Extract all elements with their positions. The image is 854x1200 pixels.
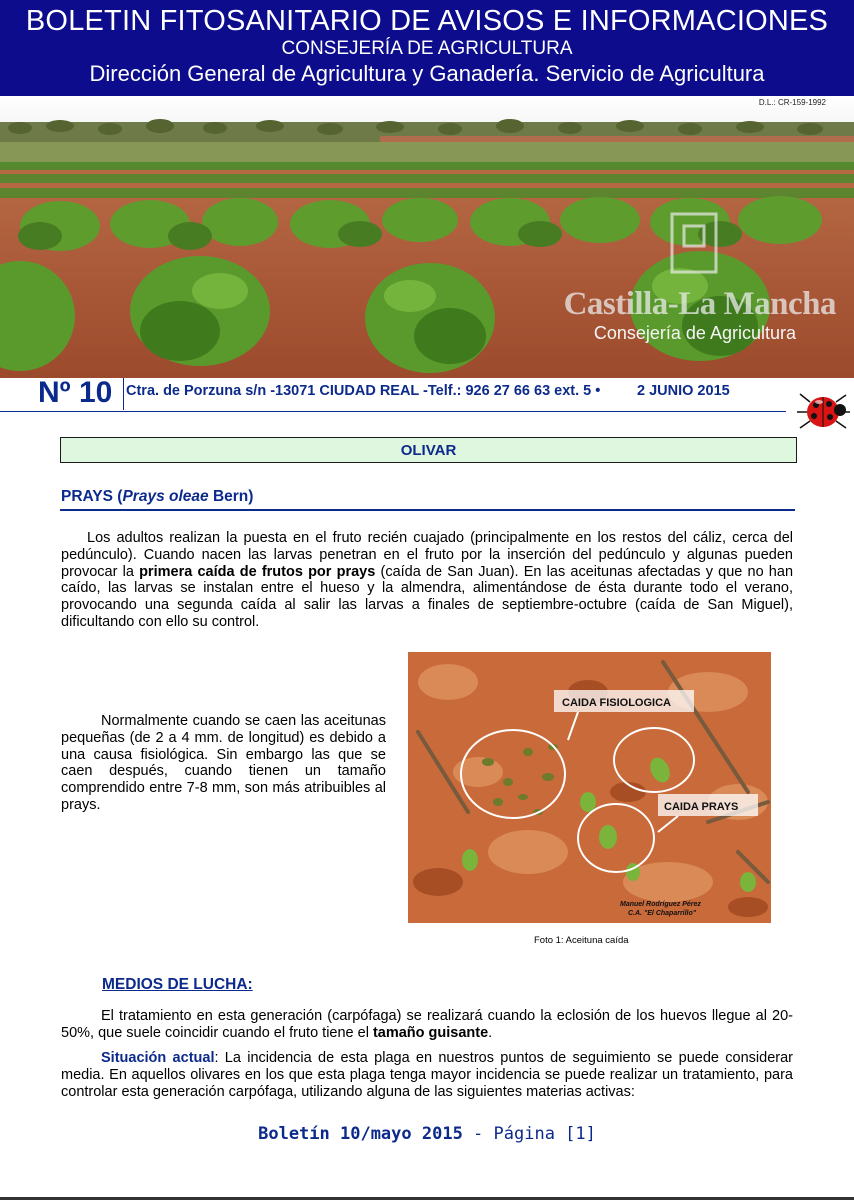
- medios-heading: MEDIOS DE LUCHA:: [102, 976, 253, 993]
- p1-bold: primera caída de frutos por prays: [139, 563, 376, 580]
- contact-address: Ctra. de Porzuna s/n -13071 CIUDAD REAL -Telf.: 926 27 66 63 ext. 5 •: [126, 383, 601, 399]
- p1-text-a: Los adultos realizan la puesta en el fruto recién cuajado (principalmente en los restos del cáliz, cerca del pedúnculo). Cuando nacen las larvas penetran en el fruto por la inserción del pedúnculo y algunas pueden provocar la: [61, 530, 793, 580]
- situacion-paragraph: [61, 1050, 793, 1100]
- prays-heading-rule: [60, 509, 795, 511]
- ladybug-icon: [796, 388, 852, 432]
- photo-credit-2: C.A. "El Chaparrillo": [628, 910, 697, 917]
- header-banner: [0, 0, 854, 96]
- medios-paragraph-1: [61, 1008, 793, 1042]
- page-footer: [0, 1124, 854, 1144]
- situacion-text: : La incidencia de esta plaga en nuestros puntos de seguimiento se puede considerar media. En aquellos olivares en los que esta plaga tenga mayor incidencia se puede realizar un tratamiento, para controlar esta generación carpófaga, utilizando alguna de las siguientes materias activas:: [61, 1050, 793, 1100]
- directorate-subtitle: Dirección General de Agricultura y Ganadería. Servicio de Agricultura: [89, 61, 765, 86]
- issue-divider: [123, 378, 124, 410]
- info-bar-rule: [0, 411, 786, 412]
- fallen-olives-photo: [408, 652, 771, 923]
- footer-bulletin: Boletín 10/mayo 2015: [258, 1124, 463, 1144]
- brand-subtitle: Consejería de Agricultura: [593, 323, 796, 343]
- label-caida-prays: CAIDA PRAYS: [664, 801, 739, 813]
- castilla-la-mancha-logo: [564, 286, 836, 344]
- issue-number: Nº 10: [38, 376, 113, 409]
- p3-text-c: .: [488, 1024, 493, 1041]
- prays-heading: [61, 488, 253, 506]
- photo-credit-1: Manuel Rodríguez Pérez: [620, 901, 701, 908]
- legal-deposit: D.L.: CR-159-1992: [758, 98, 826, 107]
- ministry-subtitle: CONSEJERÍA DE AGRICULTURA: [281, 38, 573, 59]
- situacion-label: Situación actual: [101, 1050, 215, 1066]
- issue-date: 2 JUNIO 2015: [637, 383, 730, 399]
- photo-caption: Foto 1: Aceituna caída: [534, 935, 629, 946]
- p3-text-a: El tratamiento en esta generación (carpófaga) se realizará cuando la eclosión de los huevos llegue al 20-50%, que suele coincidir cuando el fruto tiene el: [61, 1008, 793, 1041]
- prays-heading-a: PRAYS (: [61, 488, 123, 505]
- prays-heading-c: Bern): [208, 488, 254, 505]
- bulletin-title: BOLETIN FITOSANITARIO DE AVISOS E INFORMACIONES: [25, 5, 829, 37]
- section-olivar: OLIVAR: [60, 437, 797, 463]
- footer-page: - Página [1]: [462, 1124, 596, 1144]
- p1-text-c: (caída de San Juan). En las aceitunas afectadas y que no han caído, las larvas se instalan entre el hueso y la almendra, alimentándose de ésta durante todo el verano, provocando una segunda caída al salir las larvas a finales de septiembre-octubre (caída de San Miguel), dificultando con ello su control.: [61, 563, 794, 630]
- brand-name: Castilla-La Mancha: [563, 286, 836, 322]
- prays-heading-species: Prays oleae: [122, 488, 209, 505]
- prays-paragraph-2: Normalmente cuando se caen las aceitunas pequeñas (de 2 a 4 mm. de longitud) es debido a una causa fisiológica. Sin embargo las que se caen después, cuando tienen un tamaño comprendido entre 7-8 mm, son más atribuibles al prays.: [61, 713, 386, 813]
- p3-bold: tamaño guisante: [372, 1024, 489, 1041]
- label-caida-fisiologica: CAIDA FISIOLOGICA: [562, 697, 671, 709]
- prays-paragraph-1: [61, 530, 793, 631]
